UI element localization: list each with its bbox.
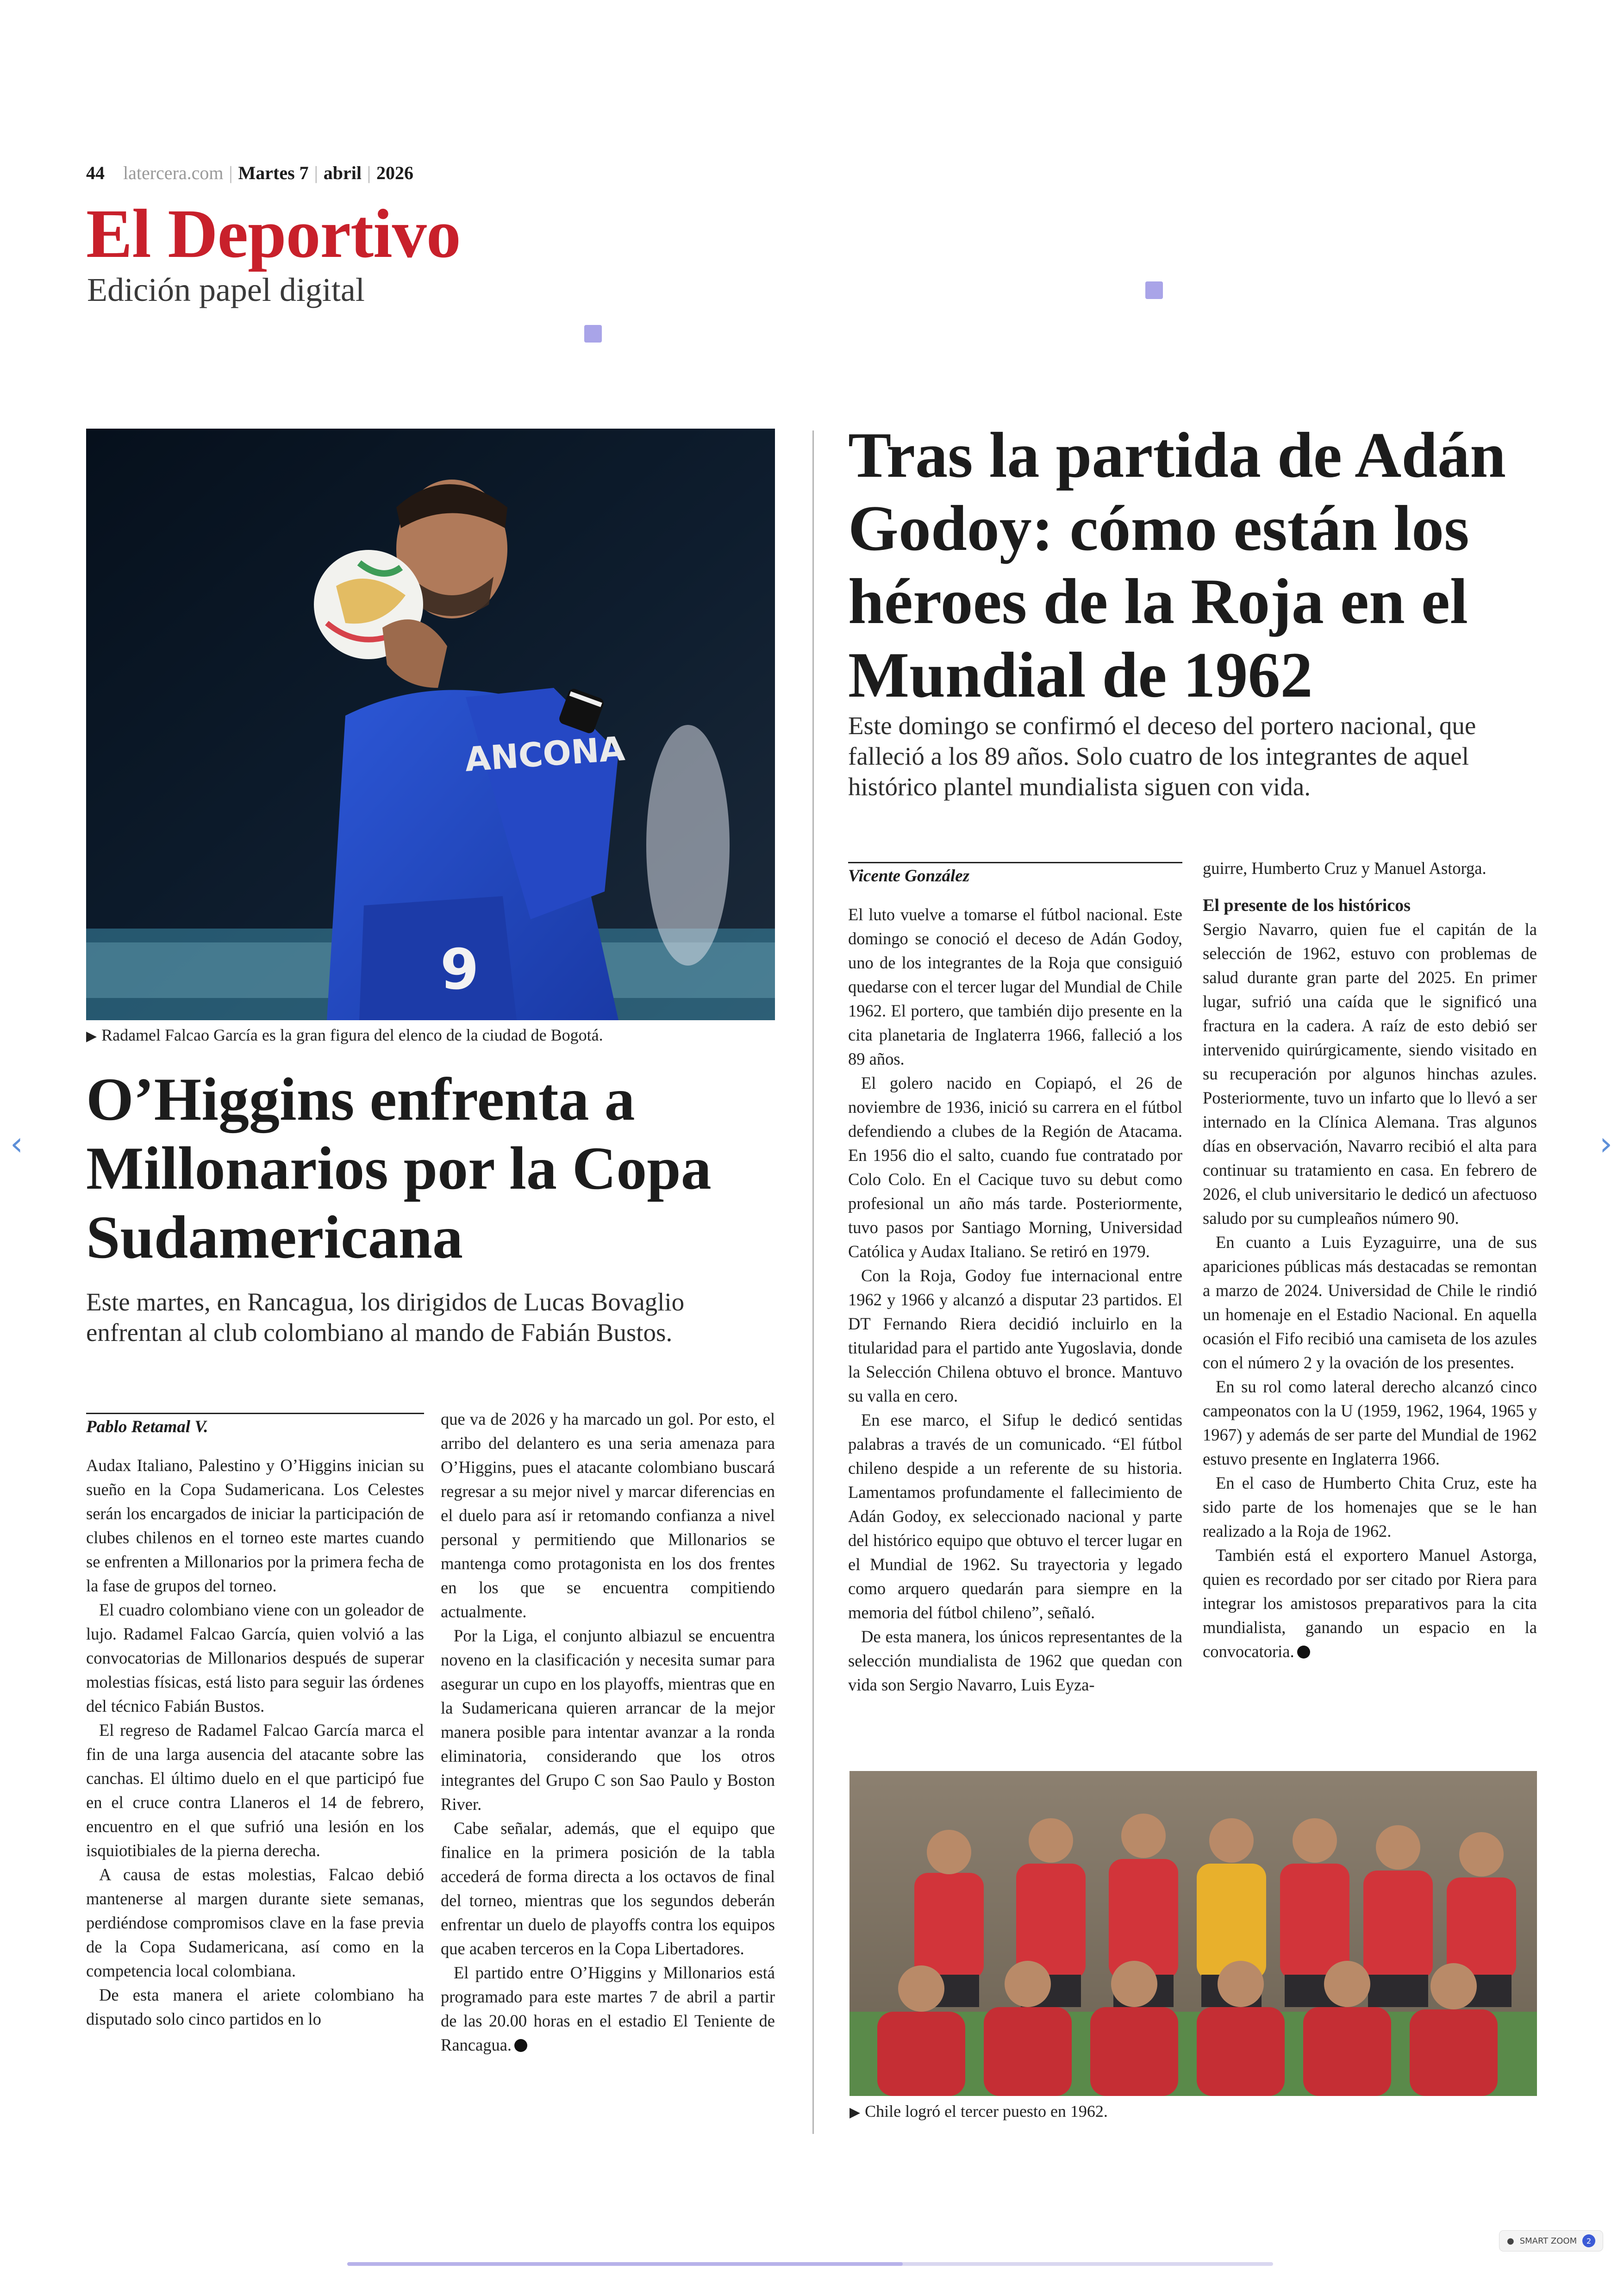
chile-1962-team-photo[interactable] — [849, 1771, 1537, 2096]
paragraph: El golero nacido en Copiapó, el 26 de noviembre de 1936, inició su carrera en el fútbol defendiendo a clubes de la Región de Atacama. En 1956 dio el salto, cuando fue contratado por Colo Colo. En el Cacique tuvo su debut como profesional un año más tarde. Posteriormente, tuvo pasos por Santiago Morning, Universidad Católica y Audax Italiano. Se retiró en 1979. — [848, 1073, 1182, 1261]
paragraph: También está el exportero Manuel Astorga, quien es recordado por ser citado por Riera para integrar los amistosos preparativos para la cita mundialista, ganando un espacio en la convocatoria. — [1203, 1546, 1537, 1661]
team-photo-caption: ▶ Chile logró el tercer puesto en 1962. — [849, 2102, 1108, 2120]
paragraph: El luto vuelve a tomarse el fútbol nacional. Este domingo se conoció el deceso de Adán Godoy, uno de los integrantes de la Roja que consiguió quedarse con el tercer lugar del Mundial de Chile 1962. El portero, que también dijo presente en la cita planetaria de Inglaterra 1966, falleció a los 89 años. — [848, 905, 1182, 1068]
paragraph: Por la Liga, el conjunto albiazul se encuentra noveno en la clasificación y necesita sumar para asegurar un cupo en los playoffs, mientras que en la Sudamericana quieren arrancar de la mejor manera posible para intentar avanzar a la ronda eliminatoria, considerando que los otros integrantes del Grupo C son Sao Paulo y Boston River. — [441, 1626, 775, 1814]
left-article-byline: Pablo Retamal V. — [86, 1413, 424, 1437]
left-article-dek: Este martes, en Rancagua, los dirigidos de Lucas Bovaglio enfrentan al club colombiano al mando de Fabián Bustos. — [86, 1288, 685, 1347]
next-page-icon[interactable]: › — [1599, 1125, 1612, 1163]
right-article-column-1 — [848, 903, 1182, 1697]
page-folio: 44 latercera.com | Martes 7 | abril | 2026 — [86, 162, 413, 183]
falcao-photo[interactable] — [86, 429, 775, 1020]
date-day: Martes 7 — [238, 162, 309, 183]
annotation-marker[interactable] — [1145, 281, 1163, 299]
paragraph: En cuanto a Luis Eyzaguirre, una de sus apariciones públicas más destacadas se remontan a marzo de 2024. Universidad de Chile le rindió un homenaje en el Estadio Nacional. En aquella ocasión el Fifo recibió una camiseta de los azules con el número 2 y la ovación de los presentes. — [1203, 1233, 1537, 1372]
date-month: abril — [323, 162, 362, 183]
right-article-column-2 — [1203, 856, 1537, 1664]
paragraph: Con la Roja, Godoy fue internacional entre 1962 y 1966 y alcanzó a disputar 23 partidos. El DT Fernando Riera decidió incluirlo en la titularidad para el partido ante Yugoslavia, donde la Selección Chilena obtuvo el bronce. Mantuvo su valla en cero. — [848, 1266, 1182, 1405]
paragraph: El partido entre O’Higgins y Millonarios está programado para este martes 7 de abril a partir de las 20.00 horas en el estadio El Teniente de Rancagua. — [441, 1963, 775, 2054]
paragraph: De esta manera, los únicos representantes de la selección mundialista de 1962 que quedan con vida son Sergio Navarro, Luis Eyza- — [848, 1627, 1182, 1694]
paragraph: Audax Italiano, Palestino y O’Higgins inician su sueño en la Copa Sudamericana. Los Celestes serán los encargados de iniciar la participación de clubes chilenos en el torneo este martes cuando se enfrenten a Millonarios por la primera fecha de la fase de grupos del torneo. — [86, 1456, 424, 1595]
paragraph: Sergio Navarro, quien fue el capitán de la selección de 1962, estuvo con problemas de salud durante gran parte del 2025. En primer lugar, sufrió una caída que le significó una fractura en la cadera. A raíz de esto debió ser intervenido quirúrgicamente, siendo visitado en su recuperación por algunos hinchas azules. Posteriormente, tuvo un infarto que lo llevó a ser internado en la Clínica Alemana. Tras algunos días en observación, Navarro recibió el alta para continuar su tratamiento en casa. En febrero de 2026, el club universitario le dedicó un afectuoso saludo por su cumpleaños número 90. — [1203, 920, 1537, 1228]
paragraph: En el caso de Humberto Chita Cruz, este ha sido parte de los homenajes que se le han realizado a la Roja de 1962. — [1203, 1473, 1537, 1540]
page-scrollbar-thumb[interactable] — [347, 2262, 903, 2266]
left-article-column-1 — [86, 1453, 424, 2031]
site-name: latercera.com — [123, 162, 224, 183]
right-article-title: Tras la partida de Adán Godoy: cómo están los héroes de la Roja en el Mundial de 1962 — [848, 419, 1506, 711]
paragraph: En su rol como lateral derecho alcanzó cinco campeonatos con la U (1959, 1962, 1964, 1965 y 1967) y además de ser parte del Mundial de 1962 estuvo presente en Inglaterra 1966. — [1203, 1377, 1537, 1468]
page-number: 44 — [86, 162, 105, 183]
right-article-dek: Este domingo se confirmó el deceso del portero nacional, que falleció a los 89 años. Solo cuatro de los integrantes de aquel histórico plantel mundialista siguen con vida. — [848, 711, 1476, 801]
jersey-text: ANCONA — [463, 729, 626, 779]
paragraph: que va de 2026 y ha marcado un gol. Por esto, el arribo del delantero es una seria amenaza para O’Higgins, pues el atacante colombiano buscará regresar a su mejor nivel y marcar diferencias en el duelo para así ir retomando confianza a nivel personal y permitiendo que Millonarios se mantenga como protagonista en los dos frentes en los que se encuentra compitiendo actualmente. — [441, 1409, 775, 1621]
date-year: 2026 — [376, 162, 413, 183]
caption-triangle-icon: ▶ — [849, 2105, 861, 2120]
end-of-article-mark — [514, 2039, 527, 2052]
paragraph: A causa de estas molestias, Falcao debió mantenerse al margen durante siete semanas, perdiéndose compromisos clave en la fase previa de la Copa Sudamericana, así como en la competencia local colombiana. — [86, 1865, 424, 1980]
paragraph: De esta manera el ariete colombiano ha disputado solo cinco partidos en lo — [86, 1985, 424, 2028]
previous-page-icon[interactable]: ‹ — [10, 1125, 23, 1163]
smart-zoom-button[interactable] — [1499, 2230, 1603, 2251]
falcao-photo-illustration — [86, 429, 775, 1020]
eye-icon: ● — [1507, 2236, 1514, 2246]
brand-logo: El Deportivo — [86, 195, 461, 272]
falcao-photo-caption: ▶ Radamel Falcao García es la gran figura del elenco de la ciudad de Bogotá. — [86, 1026, 603, 1044]
right-article-byline: Vicente González — [848, 862, 1182, 886]
paragraph: El regreso de Radamel Falcao García marca el fin de una larga ausencia del atacante sobre las canchas. El último duelo en el que participó fue en el cruce contra Llaneros el 14 de febrero, encuentro en el que sufrió una lesión en los isquiotibiales de la pierna derecha. — [86, 1721, 424, 1860]
paragraph: En ese marco, el Sifup le dedicó sentidas palabras a través de un comunicado. “El fútbol chileno despide a un referente de su historia. Lamentamos profundamente el fallecimiento de Adán Godoy, ex seleccionado nacional y parte del histórico equipo que obtuvo el tercer lugar en el Mundial de 1962. Su trayectoria y legado como arquero quedarán para siempre en la memoria del fútbol chileno”, señaló. — [848, 1410, 1182, 1622]
smart-zoom-badge: 2 — [1582, 2234, 1595, 2247]
end-of-article-mark — [1297, 1646, 1310, 1659]
caption-triangle-icon: ▶ — [86, 1029, 97, 1044]
left-article-column-2 — [441, 1407, 775, 2057]
paragraph: Cabe señalar, además, que el equipo que finalice en la primera posición de la tabla accederá de forma directa a los octavos de final del torneo, mientras que los segundos deberán enfrentar un duelo de playoffs contra los equipos que acaben terceros en la Copa Libertadores. — [441, 1819, 775, 1958]
team-photo-illustration — [849, 1771, 1537, 2096]
column-divider — [812, 430, 814, 2134]
subheading: El presente de los históricos — [1203, 896, 1411, 915]
smart-zoom-label: SMART ZOOM — [1519, 2236, 1577, 2246]
paragraph: guirre, Humberto Cruz y Manuel Astorga. — [1203, 859, 1487, 878]
page-scrollbar[interactable] — [347, 2262, 1273, 2266]
paragraph: El cuadro colombiano viene con un goleador de lujo. Radamel Falcao García, quien volvió a las convocatorias de Millonarios después de superar molestias físicas, está listo para seguir las órdenes del técnico Fabián Bustos. — [86, 1600, 424, 1715]
edition-label: Edición papel digital — [87, 271, 365, 308]
left-article-title: O’Higgins enfrenta a Millonarios por la Copa Sudamericana — [86, 1065, 712, 1272]
jersey-number: 9 — [440, 938, 479, 1002]
annotation-marker[interactable] — [584, 325, 602, 343]
